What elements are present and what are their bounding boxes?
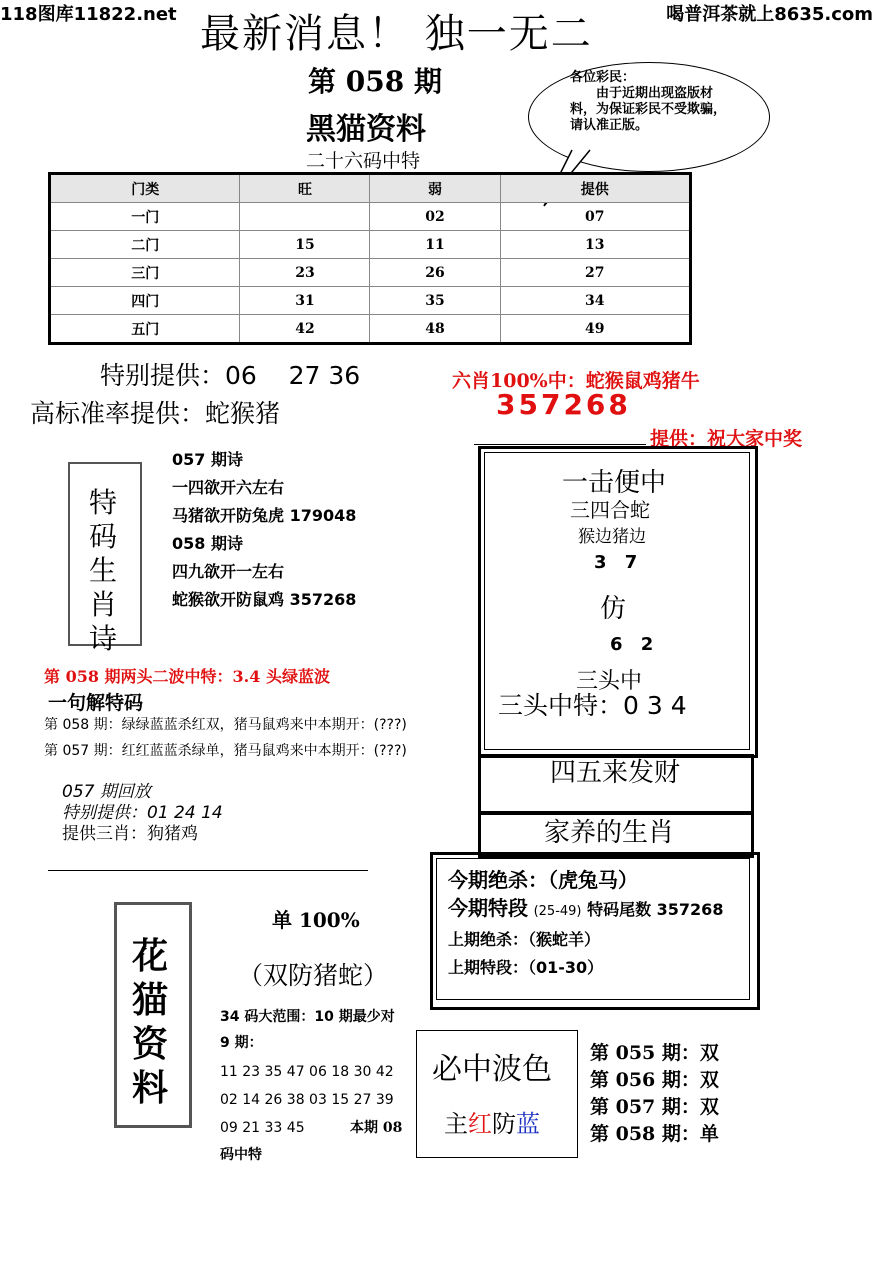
kill-section <box>448 866 723 982</box>
six-xiao-title: 六肖100%中：蛇猴鼠鸡猪牛 <box>452 370 700 392</box>
table-header-row <box>50 174 691 203</box>
santou-line: 三头中特：0 3 4 <box>498 691 687 720</box>
poem-line: 057 期诗 <box>172 450 243 469</box>
replay-section <box>62 782 223 845</box>
wave-fang-label: 防 <box>492 1110 516 1138</box>
parity-line: 第 057 期：双 <box>590 1096 719 1118</box>
yiji-title: 一击便中 <box>562 468 667 498</box>
yiju-title: 一句解特码 <box>48 692 144 714</box>
table-cell: 42 <box>240 315 370 344</box>
kill-line-2b: (25-49) <box>533 904 582 919</box>
yiju-line: 第 057 期：红红蓝蓝杀绿单，猪马鼠鸡来中本期开：(???) <box>44 743 407 759</box>
table-cell: 26 <box>370 259 500 287</box>
table-cell: 34 <box>500 287 690 315</box>
poem-vertical-char: 诗 <box>88 622 117 655</box>
range-head-line: 34 码大范围：10 期最少对 <box>220 1009 395 1025</box>
poem-line: 四九欲开一左右 <box>172 562 285 581</box>
dan-100: 单 100% <box>272 908 360 932</box>
table-row <box>50 287 691 315</box>
wave-main-label: 主 <box>444 1110 468 1138</box>
range-number-line: 02 14 26 38 03 15 27 39 <box>220 1092 394 1108</box>
range-number-line: 09 21 33 45 <box>220 1120 305 1136</box>
kill-line-2c: 特码尾数 357268 <box>587 900 724 919</box>
sifang-text: 四五来发财 <box>550 758 681 788</box>
range-head-line: 9 期： <box>220 1035 263 1051</box>
cut-text-top: 三四合蛇 <box>570 498 650 522</box>
jiayang-text: 家养的生肖 <box>544 818 675 848</box>
table-row <box>50 231 691 259</box>
table-cell: 弱 <box>370 174 500 203</box>
table-cell: 48 <box>370 315 500 344</box>
high-accuracy: 高标准率提供：蛇猴猪 <box>30 399 281 428</box>
hou-line: 猴边猪边 <box>578 527 646 547</box>
poem-vertical-char: 生 <box>88 554 117 587</box>
range-foot: 码中特 <box>220 1147 262 1163</box>
table-cell: 02 <box>370 203 500 231</box>
table-cell: 旺 <box>240 174 370 203</box>
table-cell: 一门 <box>50 203 240 231</box>
flower-vertical-char: 料 <box>131 1067 168 1109</box>
table-cell: 07 <box>500 203 690 231</box>
table-cell: 五门 <box>50 315 240 344</box>
poem-vertical-title <box>70 486 136 656</box>
wave-blue-word: 蓝 <box>516 1110 540 1138</box>
poem-line: 一四欲开六左右 <box>172 478 285 497</box>
headline: 最新消息！ 独一无二 <box>200 11 593 57</box>
table-cell: 35 <box>370 287 500 315</box>
table-cell: 31 <box>240 287 370 315</box>
table-cell: 二门 <box>50 231 240 259</box>
cut-text-bottom: 三头中 <box>576 669 643 694</box>
table-cell: 门类 <box>50 174 240 203</box>
issue-number: 第 058 期 <box>308 65 442 98</box>
kill-line-1: 今期绝杀：（虎兔马） <box>448 868 638 892</box>
flower-vertical-char: 资 <box>131 1023 168 1065</box>
flower-vertical-title <box>118 934 182 1109</box>
parity-line: 第 055 期：双 <box>590 1042 719 1064</box>
range-number-line: 11 23 35 47 06 18 30 42 <box>220 1064 394 1080</box>
wave-special: 第 058 期两头二波中特：3.4 头绿蓝波 <box>44 667 330 686</box>
notice-body: 由于近期出现盗版材料，为保证彩民不受欺骗，请认准正版。 <box>570 86 727 133</box>
six-xiao-numbers: 357268 <box>496 388 631 421</box>
poem-line: 蛇猴欲开防鼠鸡 357268 <box>172 590 357 609</box>
table-cell: 13 <box>500 231 690 259</box>
range-head <box>220 1004 395 1056</box>
wave-red-word: 红 <box>468 1110 492 1138</box>
shuangfang: （双防猪蛇） <box>238 961 389 990</box>
notice-greeting: 各位彩民： <box>570 70 636 85</box>
parity-line: 第 056 期：双 <box>590 1069 719 1091</box>
door-table <box>48 172 692 345</box>
table-row <box>50 203 691 231</box>
table-cell: 23 <box>240 259 370 287</box>
kill-line-4: 上期特段：（01-30） <box>448 958 604 977</box>
provider-wish: 提供：祝大家中奖 <box>650 428 803 450</box>
special-provide: 特别提供：06 27 36 <box>100 361 361 390</box>
kill-line-3: 上期绝杀：（猴蛇羊） <box>448 930 601 949</box>
wave-color-main <box>444 1104 540 1139</box>
poem-lines <box>172 446 356 614</box>
parity-line: 第 058 期：单 <box>590 1123 719 1145</box>
table-cell: 27 <box>500 259 690 287</box>
flower-vertical-char: 花 <box>131 935 168 977</box>
table-cell <box>240 203 370 231</box>
poem-vertical-char: 码 <box>88 520 117 553</box>
benqi-label: 本期 08 <box>350 1120 403 1136</box>
table-caption: 二十六码中特 <box>306 150 421 172</box>
site-name-right: 喝普洱茶就上8635.com <box>666 4 873 25</box>
fang-char: 仿 <box>600 594 627 624</box>
table-cell: 四门 <box>50 287 240 315</box>
table-cell: 49 <box>500 315 690 344</box>
flower-vertical-char: 猫 <box>131 979 168 1021</box>
site-name-left: 118图库11822.net <box>0 4 177 25</box>
parity-list <box>590 1040 719 1148</box>
yiju-line: 第 058 期：绿绿蓝蓝杀红双，猪马鼠鸡来中本期开：(???) <box>44 717 407 733</box>
kill-line-2 <box>448 894 723 926</box>
table-cell: 15 <box>240 231 370 259</box>
numbers-37: 3 7 <box>594 552 638 573</box>
replay-special: 特别提供：01 24 14 <box>62 803 223 823</box>
replay-three: 提供三肖：狗猪鸡 <box>62 824 198 844</box>
poem-vertical-char: 肖 <box>88 588 117 621</box>
poem-line: 058 期诗 <box>172 534 243 553</box>
table-row <box>50 259 691 287</box>
table-cell: 三门 <box>50 259 240 287</box>
divider-line <box>474 444 646 445</box>
poem-vertical-char: 特 <box>88 486 117 519</box>
table-row <box>50 315 691 344</box>
divider-line <box>48 870 368 871</box>
replay-title: 057 期回放 <box>62 782 151 802</box>
numbers-62: 6 2 <box>610 634 654 655</box>
table-cell: 11 <box>370 231 500 259</box>
notice-text <box>570 70 730 154</box>
wave-color-title: 必中波色 <box>432 1052 552 1087</box>
yiju-lines <box>44 712 407 764</box>
kill-line-2a: 今期特段 <box>448 896 528 920</box>
poem-line: 马猪欲开防兔虎 179048 <box>172 506 357 525</box>
subtitle: 黑猫资料 <box>306 112 426 147</box>
table-cell: 提供 <box>500 174 690 203</box>
